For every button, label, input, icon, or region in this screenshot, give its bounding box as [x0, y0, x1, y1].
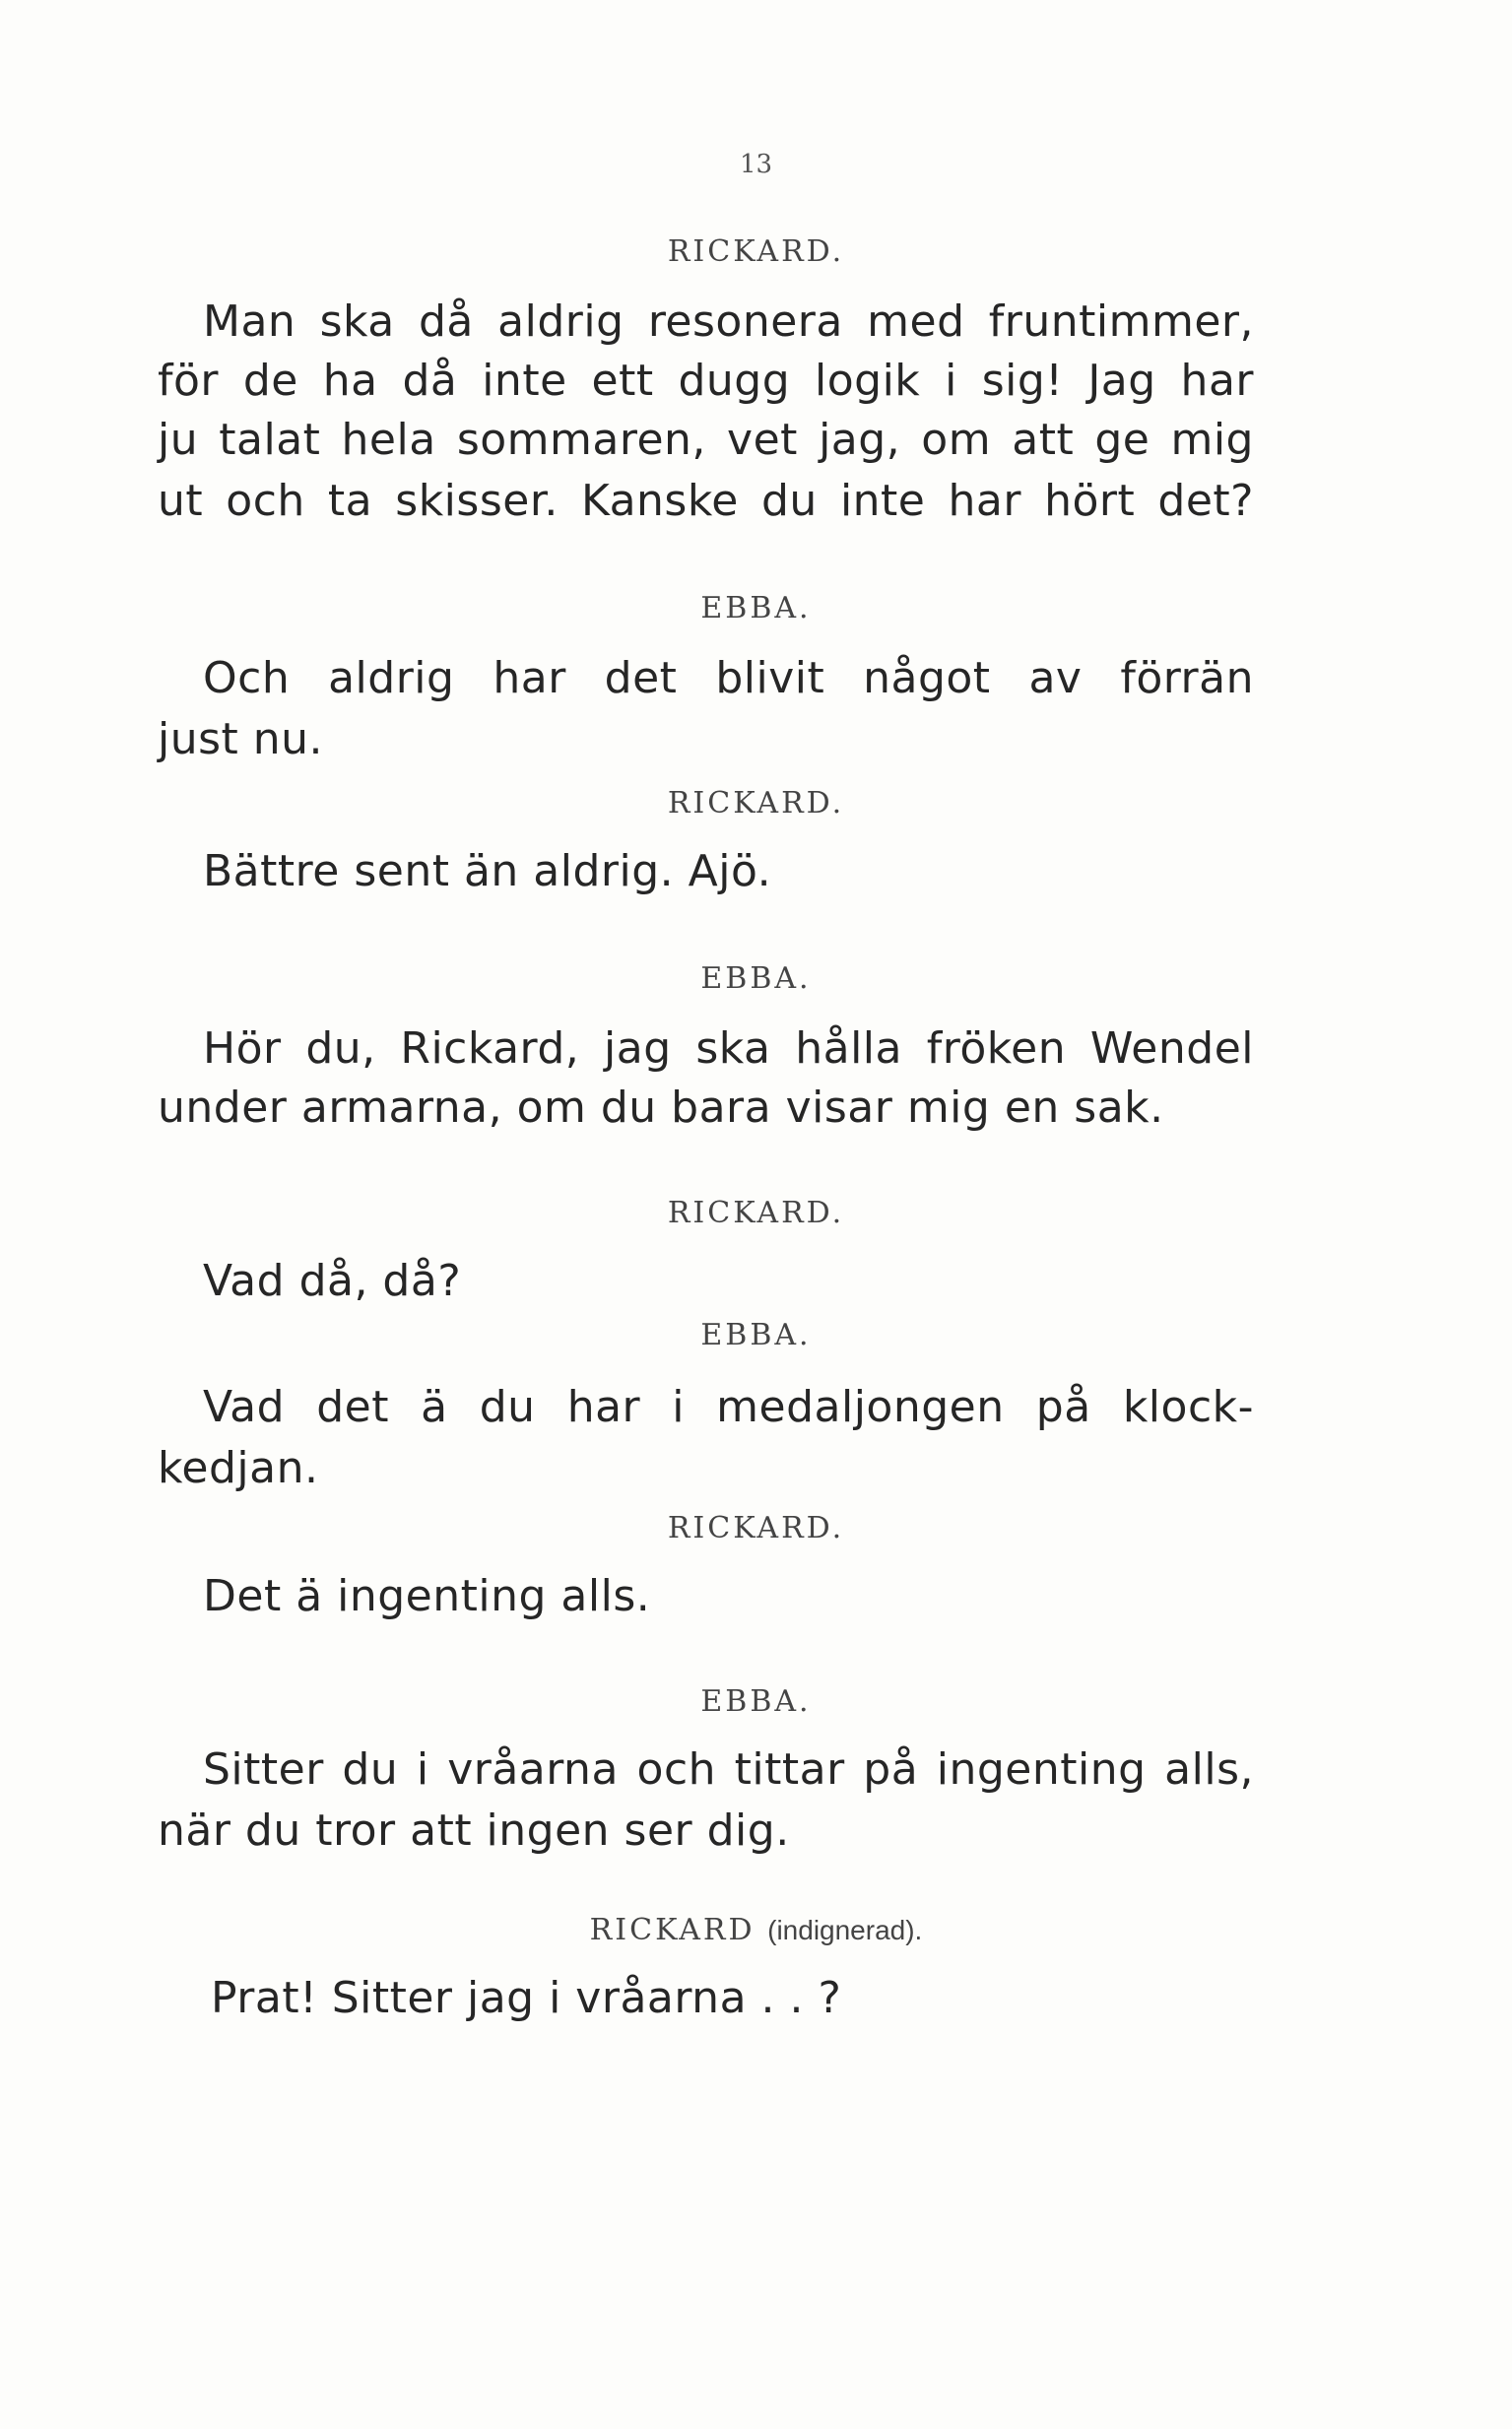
dialogue-line: Det ä ingenting alls. — [203, 1571, 651, 1621]
speaker-name: RICKARD. — [667, 1196, 845, 1230]
dialogue-line: ut och ta skisser. Kanske du inte har hört det? — [158, 476, 1254, 526]
speaker-name: RICKARD. — [667, 786, 845, 821]
dialogue-line: Vad då, då? — [203, 1256, 462, 1306]
dialogue-line: ju talat hela sommaren, vet jag, om att ge mig — [158, 415, 1254, 465]
dialogue-line: Bättre sent än aldrig. Ajö. — [203, 846, 772, 896]
speaker-name: EBBA. — [700, 961, 812, 996]
dialogue-line: Hör du, Rickard, jag ska hålla fröken Wendel — [203, 1023, 1254, 1074]
dialogue-line: Sitter du i vråarna och tittar på ingenting alls, — [203, 1744, 1254, 1795]
speaker-name: RICKARD. — [667, 234, 845, 269]
dialogue-line: när du tror att ingen ser dig. — [158, 1805, 790, 1856]
speaker-heading — [0, 1913, 1512, 1947]
stage-direction: (indignerad). — [767, 1915, 923, 1945]
dialogue-line: Prat! Sitter jag i vråarna . . ? — [211, 1973, 842, 2023]
dialogue-line: just nu. — [158, 714, 324, 764]
speaker-name: EBBA. — [700, 1684, 812, 1719]
speaker-name: EBBA. — [700, 591, 812, 625]
dialogue-line: för de ha då inte ett dugg logik i sig! Jag har — [158, 356, 1254, 406]
dialogue-line: kedjan. — [158, 1443, 319, 1493]
dialogue-line: Vad det ä du har i medaljongen på klock- — [203, 1382, 1254, 1432]
speaker-name: EBBA. — [700, 1318, 812, 1352]
page-number: 13 — [739, 150, 773, 179]
dialogue-line: Och aldrig har det blivit något av förrän — [203, 653, 1254, 703]
speaker-name: RICKARD — [589, 1913, 756, 1947]
dialogue-line: Man ska då aldrig resonera med fruntimmer, — [203, 296, 1254, 347]
dialogue-line: under armarna, om du bara visar mig en sak. — [158, 1083, 1164, 1133]
speaker-name: RICKARD. — [667, 1511, 845, 1545]
